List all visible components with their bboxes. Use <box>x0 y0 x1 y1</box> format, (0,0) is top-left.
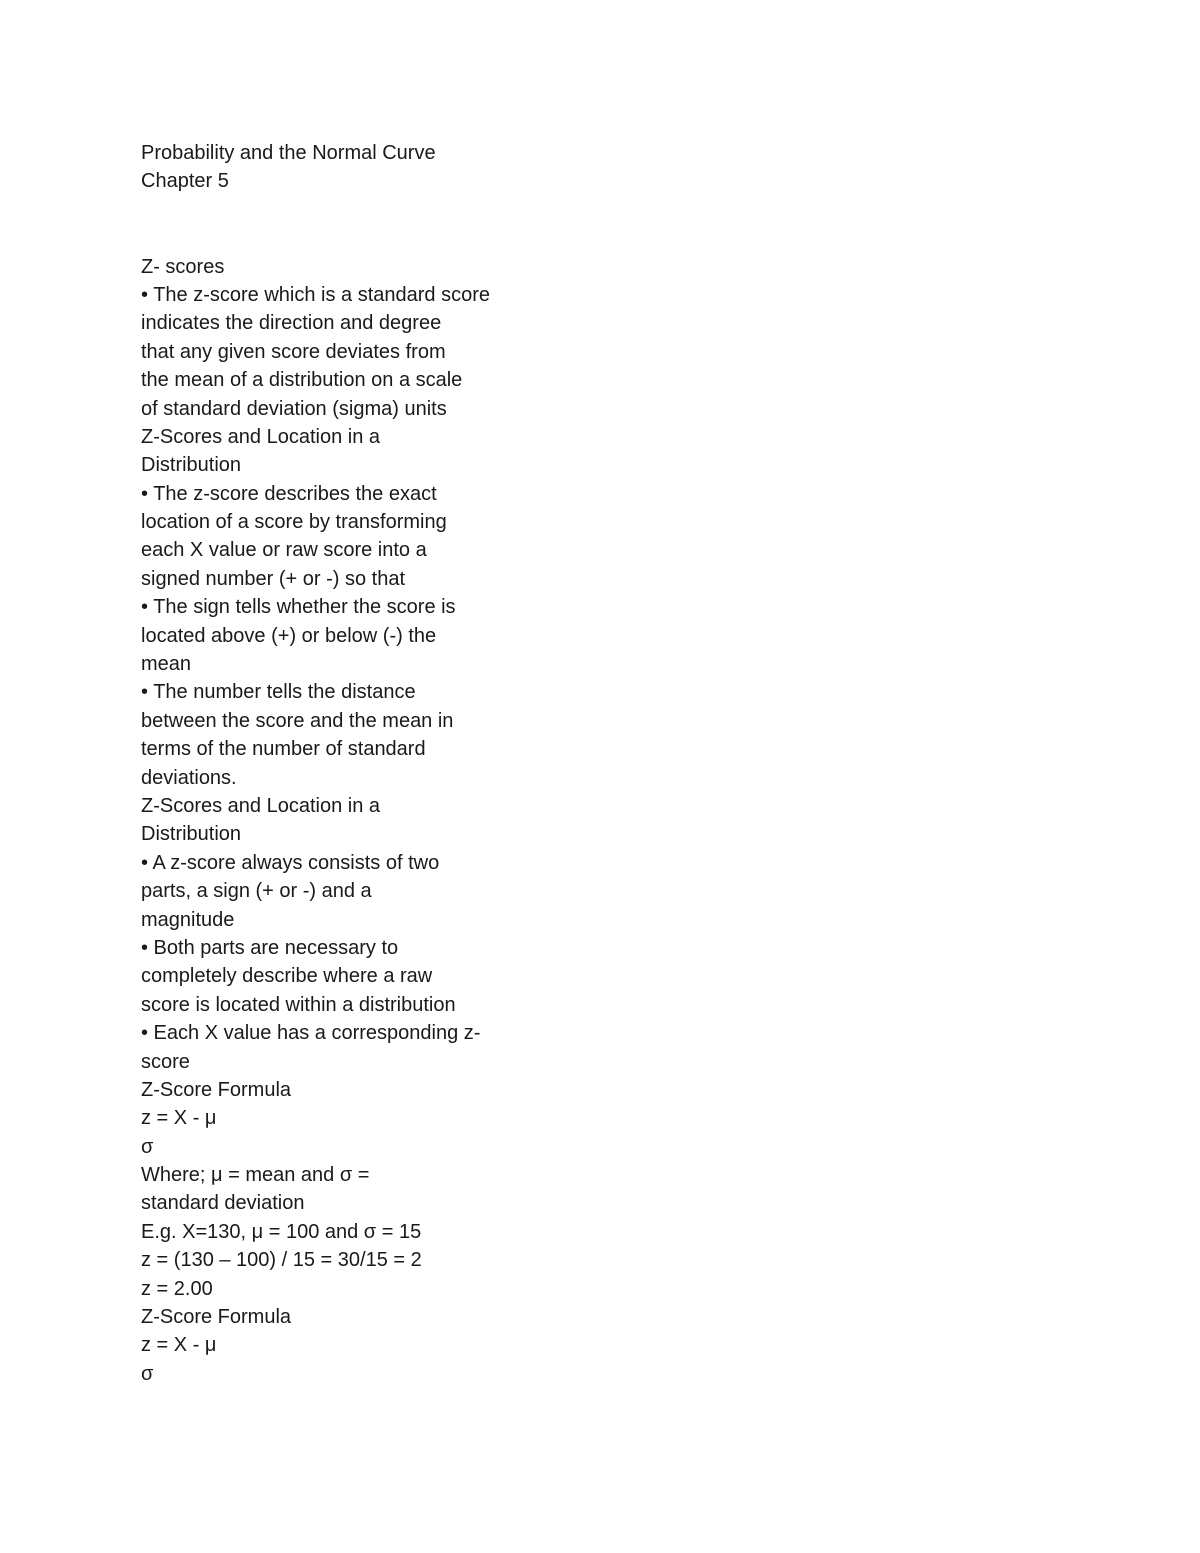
text-line: mean <box>141 653 192 676</box>
text-line: score <box>141 1050 190 1073</box>
text-line: Where; μ = mean and σ = <box>141 1164 370 1187</box>
text-line: indicates the direction and degree <box>141 312 442 335</box>
section-heading: Z-Score Formula <box>141 1306 292 1329</box>
formula-line: σ <box>141 1135 154 1158</box>
section-heading: Z-Scores and Location in a <box>141 425 381 448</box>
text-line: that any given score deviates from <box>141 340 446 363</box>
section-heading: Z-Score Formula <box>141 1078 292 1101</box>
text-line: each X value or raw score into a <box>141 539 427 562</box>
formula-line: z = 2.00 <box>141 1277 213 1300</box>
formula-line: z = X - μ <box>141 1334 217 1357</box>
text-line: the mean of a distribution on a scale <box>141 369 463 392</box>
text-line: magnitude <box>141 908 235 931</box>
text-line: completely describe where a raw <box>141 965 433 988</box>
section-heading: Z-Scores and Location in a <box>141 794 381 817</box>
text-line: between the score and the mean in <box>141 709 454 732</box>
bullet-line: • A z-score always consists of two <box>141 851 440 874</box>
bullet-line: • The z-score describes the exact <box>141 482 437 505</box>
blank-line <box>141 196 561 224</box>
section-heading: Distribution <box>141 454 242 477</box>
section-heading: Z- scores <box>141 255 225 278</box>
example-line: E.g. X=130, μ = 100 and σ = 15 <box>141 1220 422 1243</box>
bullet-line: • The sign tells whether the score is <box>141 596 456 619</box>
bullet-line: • Each X value has a corresponding z- <box>141 1022 481 1045</box>
chapter-label: Chapter 5 <box>141 170 229 193</box>
bullet-line: • Both parts are necessary to <box>141 936 399 959</box>
text-line: location of a score by transforming <box>141 511 447 534</box>
text-line: of standard deviation (sigma) units <box>141 397 447 420</box>
bullet-line: • The z-score which is a standard score <box>141 283 491 306</box>
blank-line <box>141 224 561 252</box>
formula-line: z = X - μ <box>141 1107 217 1130</box>
text-line: deviations. <box>141 766 237 789</box>
section-heading: Distribution <box>141 823 242 846</box>
formula-line: z = (130 – 100) / 15 = 30/15 = 2 <box>141 1249 422 1272</box>
document-body <box>141 139 561 1388</box>
text-line: located above (+) or below (-) the <box>141 624 437 647</box>
text-line: terms of the number of standard <box>141 738 426 761</box>
text-line: signed number (+ or -) so that <box>141 567 406 590</box>
formula-line: σ <box>141 1362 154 1385</box>
text-line: standard deviation <box>141 1192 305 1215</box>
text-line: parts, a sign (+ or -) and a <box>141 880 372 903</box>
text-line: score is located within a distribution <box>141 993 456 1016</box>
bullet-line: • The number tells the distance <box>141 681 416 704</box>
document-title: Probability and the Normal Curve <box>141 142 436 164</box>
